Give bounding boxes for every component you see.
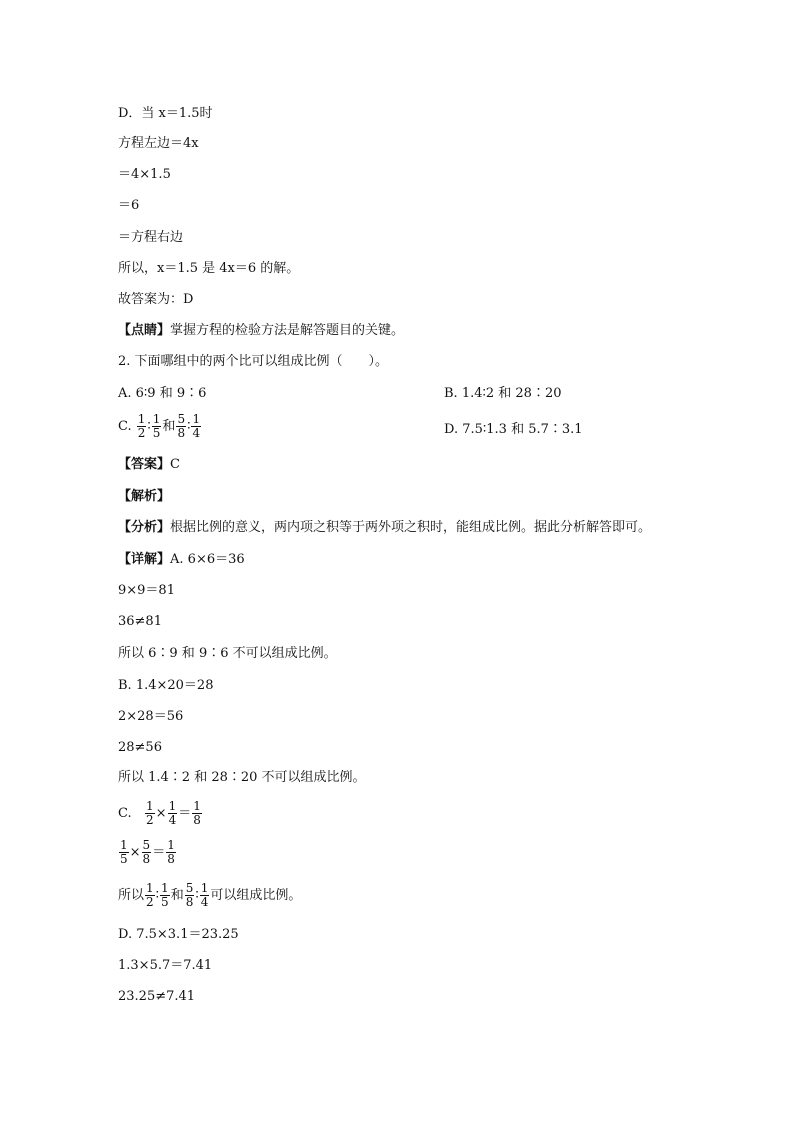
and-word: 和 bbox=[170, 888, 184, 903]
times-sign: × bbox=[155, 806, 167, 821]
detail-c-conclusion bbox=[118, 879, 301, 913]
option-a: A. 6∶9 和 9∶6 bbox=[118, 386, 207, 401]
detail-b-2: 2×28＝56 bbox=[118, 709, 184, 724]
conclusion-line: 所以，x＝1.5 是 4x＝6 的解。 bbox=[118, 261, 300, 276]
answer-section bbox=[118, 456, 180, 474]
fraction-1-2: $\frac{1}{2}$ bbox=[146, 881, 154, 909]
calc-step-1: ＝4×1.5 bbox=[118, 167, 171, 182]
fraction-1-5: $\frac{1}{5}$ bbox=[120, 838, 128, 866]
fraction-1-4: $\frac{1}{4}$ bbox=[192, 412, 201, 440]
option-d: D. 7.5∶1.3 和 5.7∶3.1 bbox=[444, 422, 583, 437]
fraction-1-4: $\frac{1}{4}$ bbox=[200, 881, 209, 909]
fenxi-label: 【分析】 bbox=[118, 520, 171, 535]
solution-d-condition: D．当 x＝1.5时 bbox=[118, 106, 213, 121]
fraction-1-5: $\frac{1}{5}$ bbox=[161, 881, 169, 909]
calc-step-3: ＝方程右边 bbox=[118, 230, 184, 245]
ratio-sign: ∶ bbox=[195, 888, 199, 903]
option-b: B. 1.4∶2 和 28∶20 bbox=[444, 386, 562, 401]
equals-sign: ＝ bbox=[178, 806, 192, 821]
fraction-1-8: $\frac{1}{8}$ bbox=[193, 799, 201, 827]
detail-a-3: 36≠81 bbox=[118, 614, 162, 629]
detail-a-2: 9×9＝81 bbox=[118, 583, 175, 598]
detail-b-4: 所以 1.4∶2 和 28∶20 不可以组成比例。 bbox=[118, 770, 366, 785]
detail-b-1: B. 1.4×20＝28 bbox=[118, 678, 214, 693]
tip-line bbox=[118, 322, 404, 340]
answer-value: C bbox=[170, 457, 180, 472]
answer-line: 故答案为：D bbox=[118, 292, 194, 307]
equals-sign: ＝ bbox=[152, 845, 166, 860]
detail-c-prefix: C. bbox=[118, 806, 132, 821]
calc-step-2: ＝6 bbox=[118, 198, 140, 213]
fraction-1-4: $\frac{1}{4}$ bbox=[168, 799, 177, 827]
answer-label: 【答案】 bbox=[118, 457, 171, 472]
fraction-1-5: $\frac{1}{5}$ bbox=[152, 412, 161, 440]
c-conclusion-prefix: 所以 bbox=[118, 888, 145, 903]
detail-d-1: D. 7.5×3.1＝23.25 bbox=[118, 927, 239, 942]
times-sign: × bbox=[129, 845, 141, 860]
ratio-sign: ∶ bbox=[147, 419, 151, 434]
fenxi-text: 根据比例的意义，两内项之积等于两外项之积时，能组成比例。据此分析解答即可。 bbox=[170, 520, 652, 535]
detail-b-3: 28≠56 bbox=[118, 740, 162, 755]
detail-a-4: 所以 6∶9 和 9∶6 不可以组成比例。 bbox=[118, 646, 337, 661]
fraction-1-2: $\frac{1}{2}$ bbox=[137, 412, 146, 440]
fraction-5-8: $\frac{5}{8}$ bbox=[142, 838, 151, 866]
detail-line bbox=[118, 551, 245, 569]
detail-c-2 bbox=[118, 836, 177, 870]
detail-a: A. 6×6＝36 bbox=[170, 552, 245, 567]
detail-d-2: 1.3×5.7＝7.41 bbox=[118, 958, 213, 973]
fraction-1-8: $\frac{1}{8}$ bbox=[167, 838, 175, 866]
fraction-5-8: $\frac{5}{8}$ bbox=[185, 881, 194, 909]
ratio-sign: ∶ bbox=[187, 419, 191, 434]
analysis-line bbox=[118, 519, 651, 537]
and-word: 和 bbox=[162, 419, 176, 434]
analysis-label: 【解析】 bbox=[118, 489, 171, 504]
detail-label: 【详解】 bbox=[118, 552, 171, 567]
fraction-1-2: $\frac{1}{2}$ bbox=[146, 799, 154, 827]
option-c bbox=[118, 410, 202, 444]
tip-text: 掌握方程的检验方法是解答题目的关键。 bbox=[170, 323, 405, 338]
ratio-sign: ∶ bbox=[155, 888, 160, 903]
detail-c-1 bbox=[118, 797, 203, 831]
equation-left-side: 方程左边＝4x bbox=[118, 136, 199, 151]
detail-d-3: 23.25≠7.41 bbox=[118, 989, 196, 1004]
c-conclusion-suffix: 可以组成比例。 bbox=[210, 888, 302, 903]
option-c-prefix: C. bbox=[118, 419, 136, 434]
tip-label: 【点睛】 bbox=[118, 323, 171, 338]
question-2: 2. 下面哪组中的两个比可以组成比例（ ）。 bbox=[118, 354, 389, 369]
fraction-5-8: $\frac{5}{8}$ bbox=[177, 412, 186, 440]
